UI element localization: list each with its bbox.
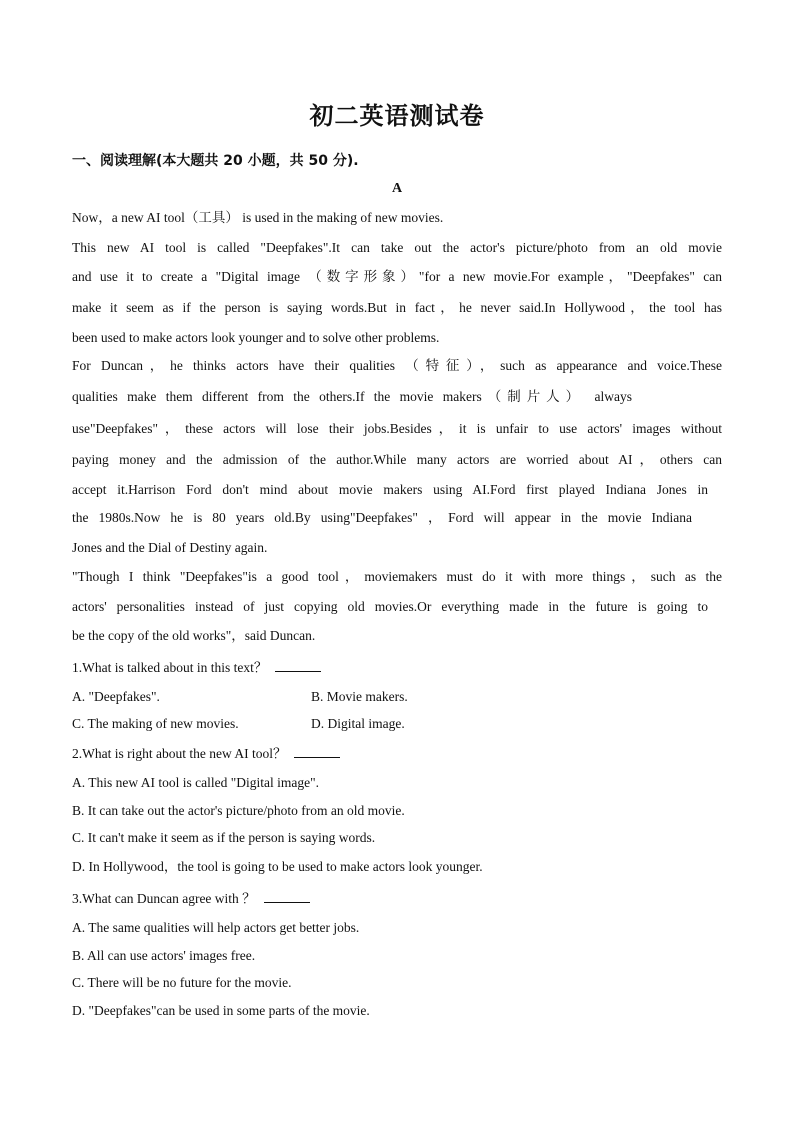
passage-line: This new AI tool is called "Deepfakes".It can take out the actor's picture/photo from an old movie: [72, 240, 722, 255]
question-2-option-d: D. In Hollywood，the tool is going to be used to make actors look younger.: [72, 859, 483, 874]
passage-line: actors' personalities instead of just copying old movies.Or everything made in the future is going to: [72, 599, 708, 614]
question-3-stem: [72, 889, 722, 908]
passage-line: the 1980s.Now he is 80 years old.By using"Deepfakes" ，Ford will appear in the movie Indiana: [72, 510, 692, 525]
passage-line: and use it to create a "Digital image （数字形象）"for a new movie.For example，"Deepfakes" can: [72, 269, 722, 284]
section-heading: 一、阅读理解(本大题共 20 小题，共 50 分).: [72, 153, 359, 169]
passage-line: be the copy of the old works"，said Duncan.: [72, 628, 316, 643]
question-2-option-b: B. It can take out the actor's picture/photo from an old movie.: [72, 803, 405, 818]
passage-line: use"Deepfakes"，these actors will lose their jobs.Besides，it is unfair to use actors' images without: [72, 421, 722, 436]
question-2-option-c: C. It can't make it seem as if the person is saying words.: [72, 830, 376, 845]
passage-line: been used to make actors look younger and to solve other problems.: [72, 330, 440, 345]
passage-line: Jones and the Dial of Destiny again.: [72, 540, 268, 555]
question-stem-text: 3.What can Duncan agree with ？: [72, 891, 256, 906]
answer-blank[interactable]: [294, 744, 340, 758]
page-title: 初二英语测试卷: [309, 101, 485, 130]
question-3-option-d: D. "Deepfakes"can be used in some parts of the movie.: [72, 1003, 370, 1018]
answer-blank[interactable]: [275, 658, 321, 672]
passage-line: make it seem as if the person is saying words.But in fact，he never said.In Hollywood，the tool has: [72, 300, 722, 315]
question-1-stem: [72, 658, 722, 677]
question-3-option-b: B. All can use actors' images free.: [72, 948, 256, 963]
answer-blank[interactable]: [264, 889, 310, 903]
passage-line: paying money and the admission of the author.While many actors are worried about AI，others can: [72, 452, 722, 467]
passage-line: Now，a new AI tool（工具） is used in the making of new movies.: [72, 210, 444, 225]
question-stem-text: 2.What is right about the new AI tool？: [72, 746, 287, 761]
passage-line: accept it.Harrison Ford don't mind about movie makers using AI.Ford first played Indiana Jones in: [72, 482, 708, 497]
question-3-option-a: A. The same qualities will help actors get better jobs.: [72, 920, 360, 935]
passage-line: qualities make them different from the others.If the movie makers（制片人） always: [72, 389, 632, 404]
question-1-option-b: B. Movie makers.: [311, 689, 408, 704]
question-2-stem: [72, 744, 722, 763]
question-stem-text: 1.What is talked about in this text？: [72, 660, 268, 675]
question-1-option-a: A. "Deepfakes".: [72, 689, 160, 704]
passage-line: "Though I think "Deepfakes"is a good tool，moviemakers must do it with more things，such as the: [72, 569, 722, 584]
question-1-option-d: D. Digital image.: [311, 716, 405, 731]
question-3-option-c: C. There will be no future for the movie.: [72, 975, 292, 990]
question-1-option-c: C. The making of new movies.: [72, 716, 239, 731]
passage-label: A: [391, 181, 403, 196]
question-2-option-a: A. This new AI tool is called "Digital image".: [72, 775, 319, 790]
passage-line: For Duncan，he thinks actors have their qualities （特征），such as appearance and voice.These: [72, 358, 722, 373]
